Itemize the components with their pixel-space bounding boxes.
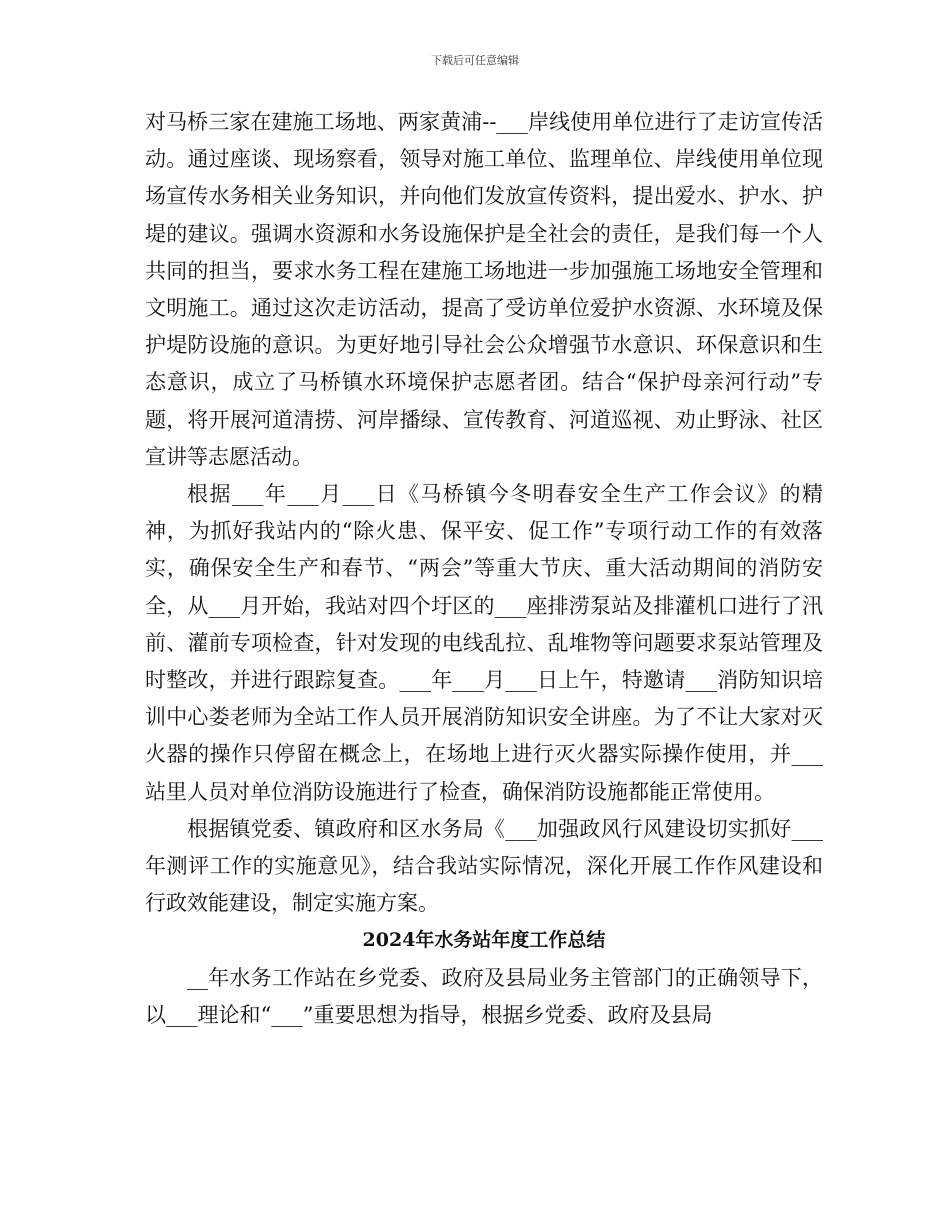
page-header-note: 下载后可任意编辑: [431, 54, 519, 67]
paragraph-outreach: 对马桥三家在建施工场地、两家黄浦--___岸线使用单位进行了走访宣传活动。通过座谈、现场察看，领导对施工单位、监理单位、岸线使用单位现场宣传水务相关业务知识，并向他们发放宣传资料，提出爱水、护水、护堤的建议。强调水资源和水务设施保护是全社会的责任，是我们每一个人共同的担当，要求水务工程在建施工场地进一步加强施工场地安全管理和文明施工。通过这次走访活动，提高了受访单位爱护水资源、水环境及保护堤防设施的意识。为更好地引导社会公众增强节水意识、环保意识和生态意识，成立了马桥镇水环境保护志愿者团。结合“保护母亲河行动”专题，将开展河道清捞、河岸播绿、宣传教育、河道巡视、劝止野泳、社区宣讲等志愿活动。: [145, 110, 823, 469]
document-title: 2024年水务站年度工作总结: [362, 929, 606, 952]
paragraph-summary-intro: __年水务工作站在乡党委、政府及县局业务主管部门的正确领导下，以___理论和“___”重要思想为指导，根据乡党委、政府及县局: [145, 965, 823, 1027]
document-body: [145, 104, 823, 1034]
paragraph-work-style: 根据镇党委、镇政府和区水务局《___加强政风行风建设切实抓好___年测评工作的实施意见》，结合我站实际情况，深化开展工作作风建设和行政效能建设，制定实施方案。: [145, 816, 823, 916]
paragraph-fire-safety: 根据___年___月___日《马桥镇今冬明春安全生产工作会议》的精神，为抓好我站内的“除火患、保平安、促工作”专项行动工作的有效落实，确保安全生产和春节、“两会”等重大节庆、重大活动期间的消防安全，从___月开始，我站对四个圩区的___座排涝泵站及排灌机口进行了汛前、灌前专项检查，针对发现的电线乱拉、乱堆物等问题要求泵站管理及时整改，并进行跟踪复查。___年___月___日上午，特邀请___消防知识培训中心娄老师为全站工作人员开展消防知识安全讲座。为了不让大家对灭火器的操作只停留在概念上，在场地上进行灭火器实际操作使用，并___站里人员对单位消防设施进行了检查，确保消防设施都能正常使用。: [145, 482, 823, 804]
